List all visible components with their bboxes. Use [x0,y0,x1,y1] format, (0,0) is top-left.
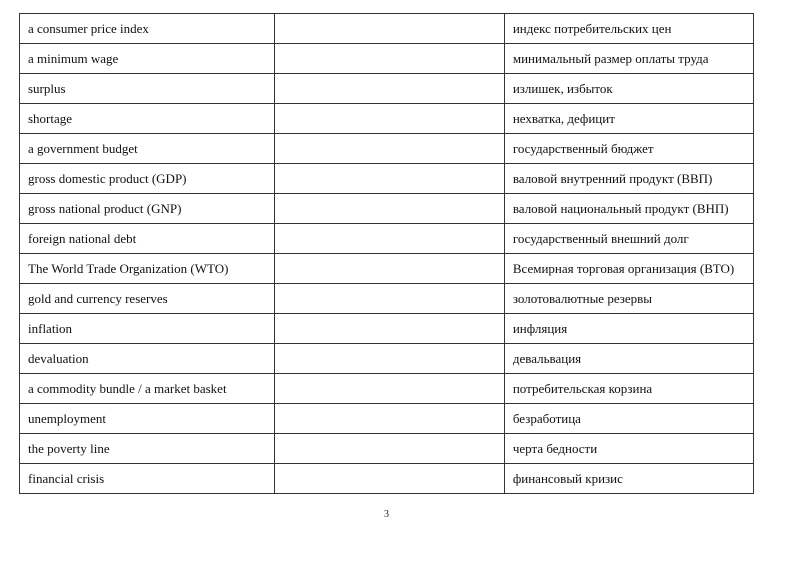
page-number: 3 [384,509,389,520]
blank-cell [275,44,505,74]
glossary-rows [20,14,754,494]
term-russian: черта бедности [504,434,753,464]
blank-cell [275,224,505,254]
term-english: gross domestic product (GDP) [20,164,275,194]
term-english: unemployment [20,404,275,434]
table-row [20,464,754,494]
term-russian: безработица [504,404,753,434]
table-row [20,14,754,44]
term-english: a commodity bundle / a market basket [20,374,275,404]
term-english: gold and currency reserves [20,284,275,314]
term-english: a consumer price index [20,14,275,44]
table-row [20,104,754,134]
blank-cell [275,14,505,44]
term-russian: валовой национальный продукт (ВНП) [504,194,753,224]
term-english: a minimum wage [20,44,275,74]
term-english: surplus [20,74,275,104]
blank-cell [275,314,505,344]
table-row [20,404,754,434]
blank-cell [275,74,505,104]
table-row [20,284,754,314]
term-english: the poverty line [20,434,275,464]
blank-cell [275,254,505,284]
table-row [20,344,754,374]
term-english: a government budget [20,134,275,164]
blank-cell [275,134,505,164]
term-russian: золотовалютные резервы [504,284,753,314]
blank-cell [275,464,505,494]
term-russian: девальвация [504,344,753,374]
blank-cell [275,404,505,434]
table-row [20,254,754,284]
term-russian: потребительская корзина [504,374,753,404]
term-russian: финансовый кризис [504,464,753,494]
term-english: gross national product (GNP) [20,194,275,224]
blank-cell [275,344,505,374]
blank-cell [275,434,505,464]
table-row [20,74,754,104]
term-english: devaluation [20,344,275,374]
term-russian: валовой внутренний продукт (ВВП) [504,164,753,194]
table-row [20,194,754,224]
blank-cell [275,374,505,404]
table-row [20,314,754,344]
table-row [20,224,754,254]
term-english: The World Trade Organization (WTO) [20,254,275,284]
table-row [20,374,754,404]
term-english: foreign national debt [20,224,275,254]
table-row [20,164,754,194]
blank-cell [275,194,505,224]
term-english: financial crisis [20,464,275,494]
blank-cell [275,104,505,134]
term-russian: минимальный размер оплаты труда [504,44,753,74]
table-row [20,44,754,74]
blank-cell [275,164,505,194]
term-russian: излишек, избыток [504,74,753,104]
term-russian: инфляция [504,314,753,344]
blank-cell [275,284,505,314]
term-russian: государственный внешний долг [504,224,753,254]
term-russian: нехватка, дефицит [504,104,753,134]
term-english: shortage [20,104,275,134]
table-row [20,434,754,464]
term-russian: государственный бюджет [504,134,753,164]
term-english: inflation [20,314,275,344]
glossary-table [19,13,754,494]
term-russian: индекс потребительских цен [504,14,753,44]
table-row [20,134,754,164]
term-russian: Всемирная торговая организация (ВТО) [504,254,753,284]
